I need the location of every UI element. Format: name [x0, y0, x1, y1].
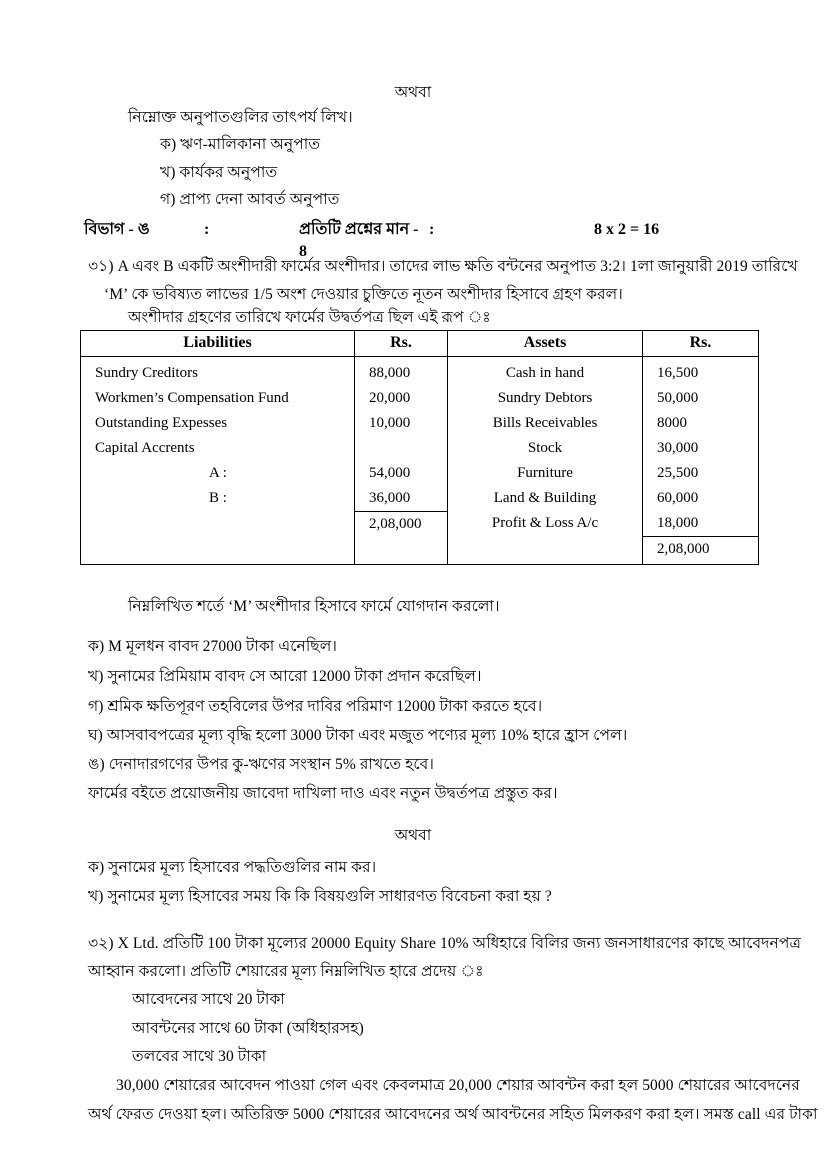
q32-line-1: ৩২) X Ltd. প্রতিটি 100 টাকা মূল্যের 20000 Equity Share 10% অধিহারে বিলির জন্য জনসাধারণের কাছে আবেদনপত্র: [88, 935, 801, 952]
section-total-marks: 8 x 2 = 16: [594, 221, 660, 238]
q32-line-2: আহ্বান করলো। প্রতিটি শেয়ারের মূল্য নিম্নলিখিত হারে প্রদেয় ঃ: [88, 963, 484, 980]
q31-instruction: ফার্মের বইতে প্রয়োজনীয় জাবেদা দাখিলা দাও এবং নতুন উদ্বর্তপত্র প্রস্তুত কর।: [88, 785, 558, 802]
section-header-bar: [84, 216, 744, 261]
q31-after-table-line: নিম্নলিখিত শর্তে ‘M’ অংশীদার হিসাবে ফার্মে যোগদান করলো।: [128, 598, 500, 615]
q31-line-1: ৩১) A এবং B একটি অংশীদারী ফার্মের অংশীদার। তাদের লাভ ক্ষতি বন্টনের অনুপাত 3:2। 1লা জানুয়ারী 2019 তারিখে: [88, 258, 798, 275]
asset-amount: 30,000: [657, 440, 699, 456]
assets-total: 2,08,000: [643, 536, 758, 562]
balance-sheet-table: [80, 330, 759, 565]
q32-payment-2: তলবের সাথে 30 টাকা: [132, 1048, 267, 1065]
asset-amount: 18,000: [657, 515, 699, 531]
liability-amount: [355, 436, 447, 461]
table-body-row: [81, 357, 759, 565]
section-colon-2: :: [429, 221, 435, 238]
alt-mid-item-0: ক) সুনামের মূল্য হিসাবের পদ্ধতিগুলির নাম কর।: [88, 859, 377, 876]
liability-item: Outstanding Expesses: [95, 415, 228, 431]
asset-item: Profit & Loss A/c: [491, 515, 599, 531]
alternative-label-top: অথবা: [394, 84, 432, 101]
per-question-marks: প্রতিটি প্রশ্নের মান - 8: [299, 221, 419, 260]
header-assets: Assets: [448, 331, 643, 357]
q31-line-3: অংশীদার গ্রহণের তারিখে ফার্মের উদ্বর্তপত্র ছিল এই রূপ ঃ: [128, 309, 491, 326]
asset-item: Land & Building: [493, 490, 597, 506]
asset-amount: 25,500: [657, 465, 699, 481]
header-assets-rs: Rs.: [643, 331, 759, 357]
asset-amount: 60,000: [657, 490, 699, 506]
liabilities-cell: [81, 357, 355, 565]
asset-amount: 16,500: [657, 365, 699, 381]
q32-payment-0: আবেদনের সাথে 20 টাকা: [132, 991, 285, 1008]
ratio-item-1: খ) কার্যকর অনুপাত: [160, 164, 278, 181]
ratio-item-2: গ) প্রাপ্য দেনা আবর্ত অনুপাত: [160, 191, 340, 208]
asset-amount: 8000: [657, 415, 687, 431]
ratio-intro-line: নিম্নোক্ত অনুপাতগুলির তাৎপর্য লিখ।: [128, 109, 353, 126]
header-liabilities-rs: Rs.: [355, 331, 448, 357]
asset-item: Furniture: [517, 465, 573, 481]
q31-condition-4: ঙ) দেনাদারগণের উপর কু-ঋণের সংস্থান 5% রাখতে হবে।: [88, 756, 435, 773]
q31-condition-1: খ) সুনামের প্রিমিয়াম বাবদ সে আরো 12000 টাকা প্রদান করেছিল।: [88, 668, 482, 685]
liability-item: Sundry Creditors: [95, 365, 198, 381]
liabilities-total: 2,08,000: [355, 511, 447, 537]
ratio-item-0: ক) ঋণ-মালিকানা অনুপাত: [160, 136, 321, 153]
asset-item: Sundry Debtors: [497, 390, 593, 406]
liability-amount: 20,000: [369, 390, 411, 406]
alternative-label-middle: অথবা: [394, 827, 432, 844]
q32-para-line-1: 30,000 শেয়ারের আবেদন পাওয়া গেল এবং কেবলমাত্র 20,000 শেয়ার আবন্টন করা হল 5000 শেয়ারের আবেদনের: [116, 1077, 800, 1094]
assets-amount-cell: [643, 357, 759, 565]
q32-payment-1: আবন্টনের সাথে 60 টাকা (অধিহারসহ): [132, 1020, 364, 1037]
alt-mid-item-1: খ) সুনামের মূল্য হিসাবের সময় কি কি বিষয়গুলি সাধারণত বিবেচনা করা হয় ?: [88, 888, 552, 905]
asset-item: Stock: [527, 440, 563, 456]
liabilities-amount-cell: [355, 357, 448, 565]
liability-item: Capital Accrents: [95, 440, 195, 456]
q31-condition-0: ক) M মূলধন বাবদ 27000 টাকা এনেছিল।: [88, 638, 338, 655]
asset-amount: 50,000: [657, 390, 699, 406]
q32-para-line-2: অর্থ ফেরত দেওয়া হল। অতিরিক্ত 5000 শেয়ারের আবেদনের অর্থ আবন্টনের সহিত মিলকরণ করা হল। সমস্ত call এর টাকা: [88, 1106, 818, 1123]
liability-amount: 88,000: [369, 365, 411, 381]
liability-amount: 10,000: [369, 415, 411, 431]
liability-sub-item-b: B :: [209, 490, 227, 506]
liability-sub-item-a: A :: [209, 465, 227, 481]
q31-condition-2: গ) শ্রমিক ক্ষতিপূরণ তহবিলের উপর দাবির পরিমাণ 12000 টাকা করতে হবে।: [88, 698, 543, 715]
asset-item: Bills Receivables: [492, 415, 598, 431]
liability-amount: 36,000: [369, 490, 411, 506]
liability-amount: 54,000: [369, 465, 411, 481]
section-colon-1: :: [204, 221, 210, 238]
table-header-row: [81, 331, 759, 357]
division-label: বিভাগ - ঙ: [84, 221, 150, 238]
liability-item: Workmen’s Compensation Fund: [95, 390, 289, 406]
assets-cell: [448, 357, 643, 565]
q31-line-2: ‘M’ কে ভবিষ্যত লাভের 1/5 অংশ দেওয়ার চুক্তিতে নূতন অংশীদার হিসাবে গ্রহণ করল।: [104, 286, 623, 303]
header-liabilities: Liabilities: [81, 331, 355, 357]
asset-item: Cash in hand: [505, 365, 585, 381]
q31-condition-3: ঘ) আসবাবপত্রের মূল্য বৃদ্ধি হলো 3000 টাকা এবং মজুত পণ্যের মূল্য 10% হারে হ্রাস পেল।: [88, 727, 628, 744]
